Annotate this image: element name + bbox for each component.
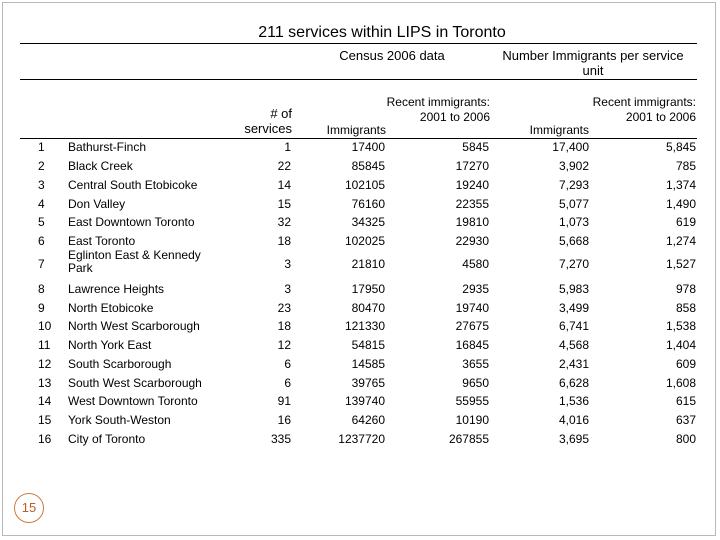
row-recent: 55955 bbox=[455, 394, 489, 408]
row-recent: 10190 bbox=[455, 413, 489, 427]
row-recent: 17270 bbox=[455, 159, 489, 173]
row-per-immigrants: 5,077 bbox=[558, 197, 589, 211]
row-services: 6 bbox=[284, 357, 291, 371]
row-recent: 9650 bbox=[462, 376, 489, 390]
col-header-immigrants: Immigrants bbox=[326, 123, 386, 137]
row-per-recent: 1,608 bbox=[665, 376, 696, 390]
row-recent: 5845 bbox=[462, 140, 489, 154]
row-area-name: North York East bbox=[68, 338, 152, 352]
row-recent: 22930 bbox=[455, 234, 489, 248]
row-per-immigrants: 4,016 bbox=[558, 413, 589, 427]
row-immigrants: 64260 bbox=[351, 413, 385, 427]
row-services: 32 bbox=[277, 215, 291, 229]
row-immigrants: 34325 bbox=[351, 215, 385, 229]
row-area-name: East Downtown Toronto bbox=[68, 215, 195, 229]
header-rule-top bbox=[20, 79, 697, 80]
row-number: 1 bbox=[38, 140, 45, 154]
row-immigrants: 17950 bbox=[351, 282, 385, 296]
row-immigrants: 85845 bbox=[351, 159, 385, 173]
row-recent: 19740 bbox=[455, 301, 489, 315]
row-area-name: York South-Weston bbox=[68, 413, 171, 427]
row-immigrants: 121330 bbox=[344, 319, 385, 333]
row-number: 10 bbox=[38, 319, 52, 333]
row-per-immigrants: 2,431 bbox=[558, 357, 589, 371]
row-services: 23 bbox=[277, 301, 291, 315]
row-per-recent: 858 bbox=[675, 301, 696, 315]
row-recent: 19240 bbox=[455, 178, 489, 192]
row-immigrants: 39765 bbox=[351, 376, 385, 390]
row-immigrants: 54815 bbox=[351, 338, 385, 352]
row-area-name: Black Creek bbox=[68, 159, 133, 173]
table-row bbox=[0, 177, 720, 194]
row-services: 3 bbox=[284, 257, 291, 271]
table-row bbox=[0, 393, 720, 410]
table-row bbox=[0, 196, 720, 213]
row-area-name: South Scarborough bbox=[68, 357, 172, 371]
row-number: 6 bbox=[38, 234, 45, 248]
row-area-name: Bathurst-Finch bbox=[68, 140, 147, 154]
row-services: 12 bbox=[277, 338, 291, 352]
row-immigrants: 17400 bbox=[351, 140, 385, 154]
row-number: 12 bbox=[38, 357, 52, 371]
table-row bbox=[0, 412, 720, 429]
row-immigrants: 102105 bbox=[344, 178, 385, 192]
row-per-recent: 1,274 bbox=[665, 234, 696, 248]
census-group-header: Census 2006 data bbox=[339, 48, 445, 63]
row-per-immigrants: 5,983 bbox=[558, 282, 589, 296]
table-row bbox=[0, 431, 720, 448]
row-immigrants: 76160 bbox=[351, 197, 385, 211]
row-immigrants: 14585 bbox=[351, 357, 385, 371]
row-services: 18 bbox=[277, 234, 291, 248]
title-rule bbox=[20, 43, 697, 44]
row-recent: 16845 bbox=[455, 338, 489, 352]
row-per-immigrants: 1,536 bbox=[558, 394, 589, 408]
row-number: 4 bbox=[38, 197, 45, 211]
col-header-per-recent: Recent immigrants: 2001 to 2006 bbox=[592, 95, 696, 124]
row-services: 15 bbox=[277, 197, 291, 211]
row-number: 3 bbox=[38, 178, 45, 192]
row-area-name: Eglinton East & Kennedy Park bbox=[68, 248, 201, 275]
row-area-name: Don Valley bbox=[68, 197, 126, 211]
row-per-recent: 1,527 bbox=[665, 257, 696, 271]
row-recent: 4580 bbox=[462, 257, 489, 271]
row-recent: 19810 bbox=[455, 215, 489, 229]
row-area-name: North Etobicoke bbox=[68, 301, 154, 315]
row-per-recent: 615 bbox=[675, 394, 696, 408]
col-header-per-immigrants: Immigrants bbox=[529, 123, 589, 137]
row-per-immigrants: 3,902 bbox=[558, 159, 589, 173]
row-services: 16 bbox=[277, 413, 291, 427]
row-services: 3 bbox=[284, 282, 291, 296]
row-recent: 3655 bbox=[462, 357, 489, 371]
slide-title: 211 services within LIPS in Toronto bbox=[258, 24, 506, 41]
row-number: 8 bbox=[38, 282, 45, 296]
row-immigrants: 102025 bbox=[344, 234, 385, 248]
row-area-name: Central South Etobicoke bbox=[68, 178, 198, 192]
table-row bbox=[0, 300, 720, 317]
row-services: 6 bbox=[284, 376, 291, 390]
table-row bbox=[0, 158, 720, 175]
row-number: 16 bbox=[38, 432, 52, 446]
table-row bbox=[0, 375, 720, 392]
row-services: 18 bbox=[277, 319, 291, 333]
row-per-recent: 637 bbox=[675, 413, 696, 427]
table-row bbox=[0, 214, 720, 231]
row-number: 13 bbox=[38, 376, 52, 390]
row-per-recent: 1,374 bbox=[665, 178, 696, 192]
row-per-recent: 609 bbox=[675, 357, 696, 371]
row-per-immigrants: 4,568 bbox=[558, 338, 589, 352]
row-number: 5 bbox=[38, 215, 45, 229]
row-immigrants: 80470 bbox=[351, 301, 385, 315]
row-number: 7 bbox=[38, 257, 45, 271]
row-area-name: Lawrence Heights bbox=[68, 282, 165, 296]
row-number: 14 bbox=[38, 394, 52, 408]
col-header-recent: Recent immigrants: 2001 to 2006 bbox=[386, 95, 490, 124]
row-area-name: East Toronto bbox=[68, 234, 136, 248]
row-per-immigrants: 17,400 bbox=[552, 140, 589, 154]
row-per-immigrants: 7,293 bbox=[558, 178, 589, 192]
row-area-name: South West Scarborough bbox=[68, 376, 202, 390]
per-unit-group-header: Number Immigrants per service unit bbox=[502, 48, 684, 78]
row-per-immigrants: 6,628 bbox=[558, 376, 589, 390]
row-services: 22 bbox=[277, 159, 291, 173]
row-per-immigrants: 1,073 bbox=[558, 215, 589, 229]
table-row bbox=[0, 318, 720, 335]
col-header-services: # of services bbox=[244, 106, 292, 136]
row-area-name: West Downtown Toronto bbox=[68, 394, 198, 408]
row-per-recent: 1,404 bbox=[665, 338, 696, 352]
row-per-recent: 978 bbox=[675, 282, 696, 296]
row-per-immigrants: 7,270 bbox=[558, 257, 589, 271]
row-services: 335 bbox=[270, 432, 291, 446]
row-per-immigrants: 3,499 bbox=[558, 301, 589, 315]
row-services: 1 bbox=[284, 140, 291, 154]
row-per-immigrants: 6,741 bbox=[558, 319, 589, 333]
row-number: 2 bbox=[38, 159, 45, 173]
table-row bbox=[0, 248, 720, 275]
row-per-recent: 1,538 bbox=[665, 319, 696, 333]
row-recent: 267855 bbox=[448, 432, 489, 446]
row-recent: 2935 bbox=[462, 282, 489, 296]
row-services: 91 bbox=[277, 394, 291, 408]
row-per-immigrants: 5,668 bbox=[558, 234, 589, 248]
row-area-name: North West Scarborough bbox=[68, 319, 200, 333]
row-immigrants: 21810 bbox=[351, 257, 385, 271]
row-number: 15 bbox=[38, 413, 52, 427]
row-per-immigrants: 3,695 bbox=[558, 432, 589, 446]
row-immigrants: 1237720 bbox=[338, 432, 385, 446]
table-row bbox=[0, 139, 720, 156]
row-services: 14 bbox=[277, 178, 291, 192]
row-per-recent: 619 bbox=[675, 215, 696, 229]
row-per-recent: 5,845 bbox=[665, 140, 696, 154]
table-row bbox=[0, 281, 720, 298]
page-number: 15 bbox=[14, 493, 44, 523]
row-per-recent: 785 bbox=[675, 159, 696, 173]
row-per-recent: 1,490 bbox=[665, 197, 696, 211]
row-recent: 27675 bbox=[455, 319, 489, 333]
row-area-name: City of Toronto bbox=[68, 432, 146, 446]
table-row bbox=[0, 337, 720, 354]
row-number: 11 bbox=[38, 338, 51, 352]
table-row bbox=[0, 356, 720, 373]
row-immigrants: 139740 bbox=[344, 394, 385, 408]
row-per-recent: 800 bbox=[675, 432, 696, 446]
row-number: 9 bbox=[38, 301, 45, 315]
row-recent: 22355 bbox=[455, 197, 489, 211]
